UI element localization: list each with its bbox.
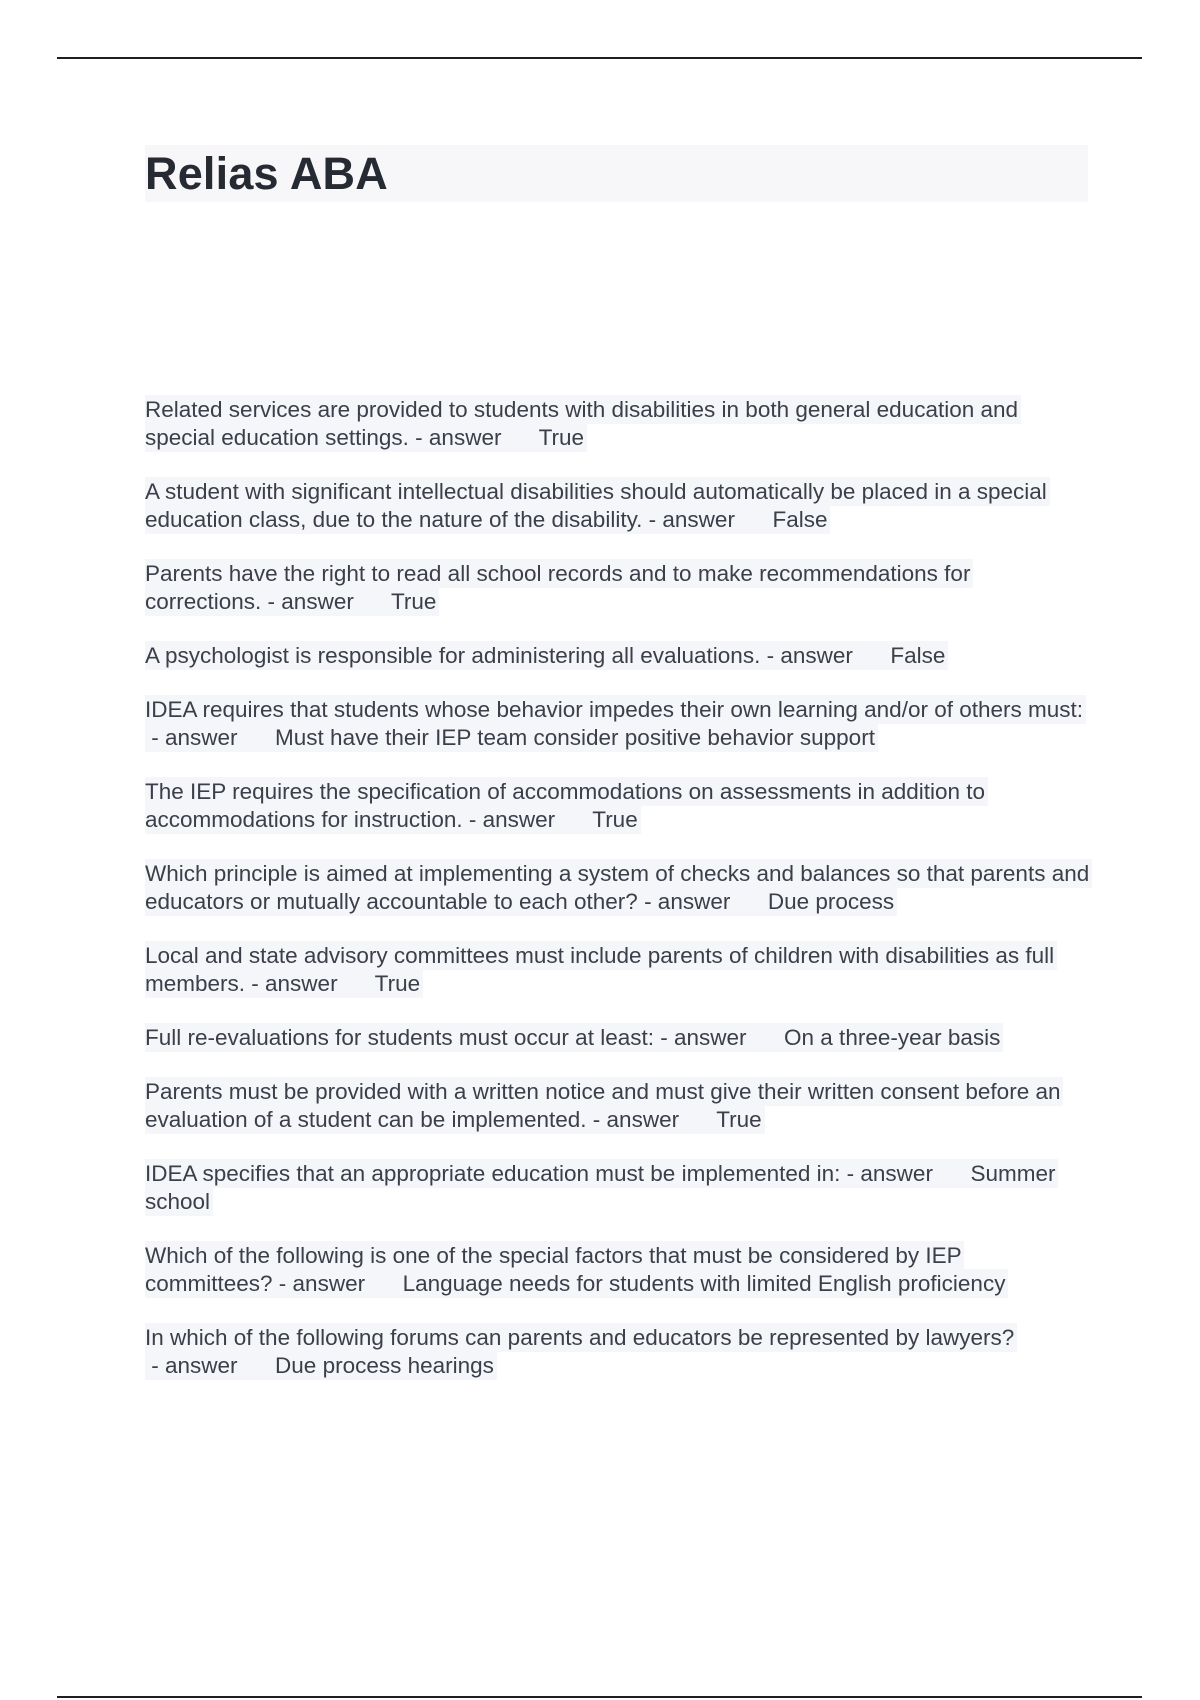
answer-gap	[859, 643, 890, 668]
question-text: A student with significant intellectual disabilities should automatically be placed in a special education class, due to the nature of the disability.	[145, 479, 1047, 532]
qa-highlight	[145, 641, 948, 670]
qa-item	[145, 560, 1090, 616]
question-text: Parents must be provided with a written notice and must give their written consent before an evaluation of a student can be implemented.	[145, 1079, 1061, 1132]
answer-text: Summer school	[145, 1161, 1056, 1214]
question-text: Which principle is aimed at implementing a system of checks and balances so that parents and educators or mutually accountable to each other?	[145, 861, 1090, 914]
qa-highlight	[145, 559, 973, 616]
qa-highlight	[145, 1323, 1017, 1380]
qa-item	[145, 1242, 1090, 1298]
answer-text: Due process hearings	[275, 1353, 494, 1378]
answer-text: True	[390, 589, 437, 614]
qa-highlight	[145, 941, 1057, 998]
answer-text: Language needs for students with limited English proficiency	[402, 1271, 1006, 1296]
question-text: IDEA requires that students whose behavior impedes their own learning and/or of others must:	[145, 697, 1084, 722]
qa-highlight	[145, 1023, 1003, 1052]
answer-separator: - answer	[145, 1353, 244, 1378]
answer-gap	[753, 1025, 784, 1050]
answer-separator: - answer	[760, 643, 860, 668]
answer-separator: - answer	[272, 1271, 372, 1296]
answer-separator: - answer	[245, 971, 344, 996]
qa-item	[145, 778, 1090, 834]
answer-text: Must have their IEP team consider positive behavior support	[275, 725, 875, 750]
question-text: Local and state advisory committees must include parents of children with disabilities as full members.	[145, 943, 1055, 996]
qa-highlight	[145, 777, 988, 834]
answer-separator: - answer	[408, 425, 508, 450]
qa-item	[145, 1078, 1090, 1134]
answer-separator: - answer	[653, 1025, 753, 1050]
answer-gap	[244, 725, 275, 750]
qa-highlight	[145, 395, 1021, 452]
qa-highlight	[145, 859, 1092, 916]
qa-highlight	[145, 1159, 1058, 1216]
answer-separator: - answer	[637, 889, 737, 914]
answer-separator: - answer	[261, 589, 361, 614]
answer-text: True	[538, 425, 584, 450]
answer-gap	[561, 807, 592, 832]
question-text: In which of the following forums can parents and educators be represented by lawyers?	[145, 1325, 1015, 1350]
question-text: Which of the following is one of the special factors that must be considered by IEP committees?	[145, 1243, 962, 1296]
qa-item	[145, 396, 1090, 452]
title-band	[145, 145, 1088, 202]
answer-text: True	[374, 971, 421, 996]
qa-highlight	[145, 1241, 1008, 1298]
answer-gap	[360, 589, 391, 614]
question-text: Parents have the right to read all school records and to make recommendations for corrections.	[145, 561, 971, 614]
qa-item	[145, 942, 1090, 998]
document-title: Relias ABA	[145, 148, 388, 199]
answer-gap	[371, 1271, 402, 1296]
qa-highlight	[145, 695, 1086, 752]
answer-separator: - answer	[642, 507, 742, 532]
qa-item	[145, 1024, 1090, 1052]
qa-item	[145, 696, 1090, 752]
answer-text: On a three-year basis	[784, 1025, 1001, 1050]
qa-item	[145, 1324, 1090, 1380]
answer-separator: - answer	[462, 807, 562, 832]
question-text: The IEP requires the specification of accommodations on assessments in addition to accommodations for instruction.	[145, 779, 986, 832]
answer-text: False	[772, 507, 828, 532]
question-text: Full re-evaluations for students must occur at least:	[145, 1025, 654, 1050]
qa-highlight	[145, 477, 1050, 534]
answer-text: True	[716, 1107, 762, 1132]
bottom-rule	[57, 1696, 1142, 1698]
answer-gap	[939, 1161, 970, 1186]
answer-gap	[508, 425, 539, 450]
answer-text: Due process	[767, 889, 895, 914]
top-rule	[57, 57, 1142, 59]
answer-text: True	[592, 807, 638, 832]
answer-separator: - answer	[840, 1161, 940, 1186]
qa-item	[145, 1160, 1090, 1216]
question-text: A psychologist is responsible for administering all evaluations.	[145, 643, 761, 668]
qa-item	[145, 642, 1090, 670]
qa-list	[145, 396, 1090, 1406]
answer-gap	[244, 1353, 275, 1378]
qa-highlight	[145, 1077, 1063, 1134]
answer-gap	[685, 1107, 716, 1132]
answer-text: False	[890, 643, 946, 668]
qa-item	[145, 478, 1090, 534]
answer-gap	[344, 971, 375, 996]
answer-separator: - answer	[586, 1107, 686, 1132]
question-text: IDEA specifies that an appropriate education must be implemented in:	[145, 1161, 841, 1186]
answer-gap	[737, 889, 768, 914]
question-text: Related services are provided to students with disabilities in both general education and special education settings.	[145, 397, 1019, 450]
answer-gap	[741, 507, 772, 532]
qa-item	[145, 860, 1090, 916]
answer-separator: - answer	[145, 725, 244, 750]
